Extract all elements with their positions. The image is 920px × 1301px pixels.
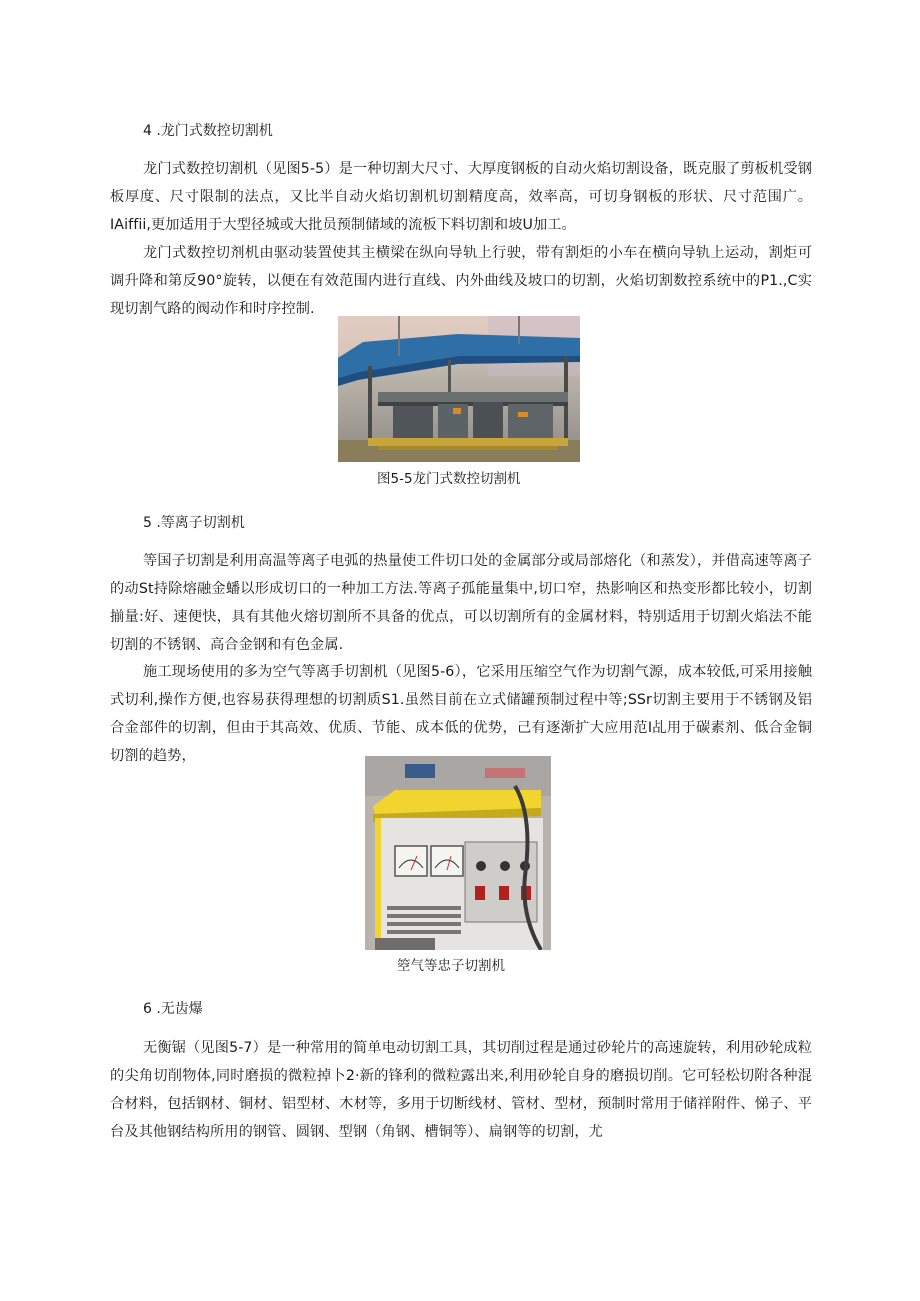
section-5-heading: 5 .等离子切割机 (143, 515, 245, 531)
air-plasma-cutting-machine-photo (365, 756, 551, 950)
figure-5-5-caption: 图5-5龙门式数控切割机 (377, 471, 521, 487)
section-4-paragraph-2: 龙门式数控切剂机由驱动装置使其主横梁在纵向导轨上行驶，带有割炬的小车在横向导轨上运动，割炬可调升降和第反90°旋转，以便在有效范围内进行直线、内外曲线及坡口的切割，火焰切割数控系统中的P1.,C实现切割气路的阀动作和时序控制. (110, 245, 812, 317)
figure-5-6-caption: 箜气等忠子切割机 (397, 958, 505, 974)
section-4-heading: 4 .龙门式数控切割机 (143, 123, 273, 139)
gantry-cnc-cutting-machine-photo (338, 316, 580, 462)
section-6-paragraph-1: 无衡锯（见图5-7）是一种常用的简单电动切割工具，其切削过程是通过砂轮片的高速旋转，利用砂轮成粒的尖角切削物体,同时磨损的微粒掉卜2·新的锋利的微粒露出来,利用砂轮自身的磨损切削。它可轻松切附各种混合材料，包括钢材、铜材、铝型材、木材等，多用于切断线材、管材、型材，预制时常用于储祥附件、悌子、平台及其他钢结构所用的钢管、圆钢、型钢（角钢、槽铜等）、扁钢等的切割，尤 (110, 1040, 812, 1140)
section-5-paragraph-1: 等国子切割是利用高温等离子电弧的热量使工件切口处的金属部分或局部熔化（和蒸发），并借高速等离子的动St持除熔融金蟠以形成切口的一种加工方法.等离子孤能量集中,切口窄，热影响区和热变形都比较小，切割揃量:好、速便快，具有其他火熔切割所不具备的优点，可以切割所有的金属材料，特别适用于切割火焰法不能切割的不锈钢、高合金钢和有色金属. (110, 553, 812, 653)
section-6-heading: 6 .无齿爆 (143, 1001, 203, 1017)
section-4-paragraph-1: 龙门式数控切割机（见图5-5）是一种切割大尺寸、大厚度钢板的自动火焰切割设备，既克服了剪板机受钢板厚度、尺寸限制的法点，又比半自动火焰切割机切割精度高，效率高，可切身钢板的形状、尺寸范围广。IAiffii,更加适用于大型径城或大批员预制储域的流板下料切割和坡U加工。 (110, 161, 812, 233)
section-5-paragraph-2: 施工现场使用的多为空气等离手切割机（见图5-6），它采用压缩空气作为切割气源，成本较低,可采用接触式切利,操作方便,也容易获得理想的切割质S1.虽然目前在立式储罐预制过程中等;SSr切割主要用于不锈钢及铝合金部件的切割，但由于其高效、优质、节能、成本低的优势，己有逐渐扩大应用范I乩用于碳素剂、低合金铜切劄的趋势， (110, 664, 812, 764)
